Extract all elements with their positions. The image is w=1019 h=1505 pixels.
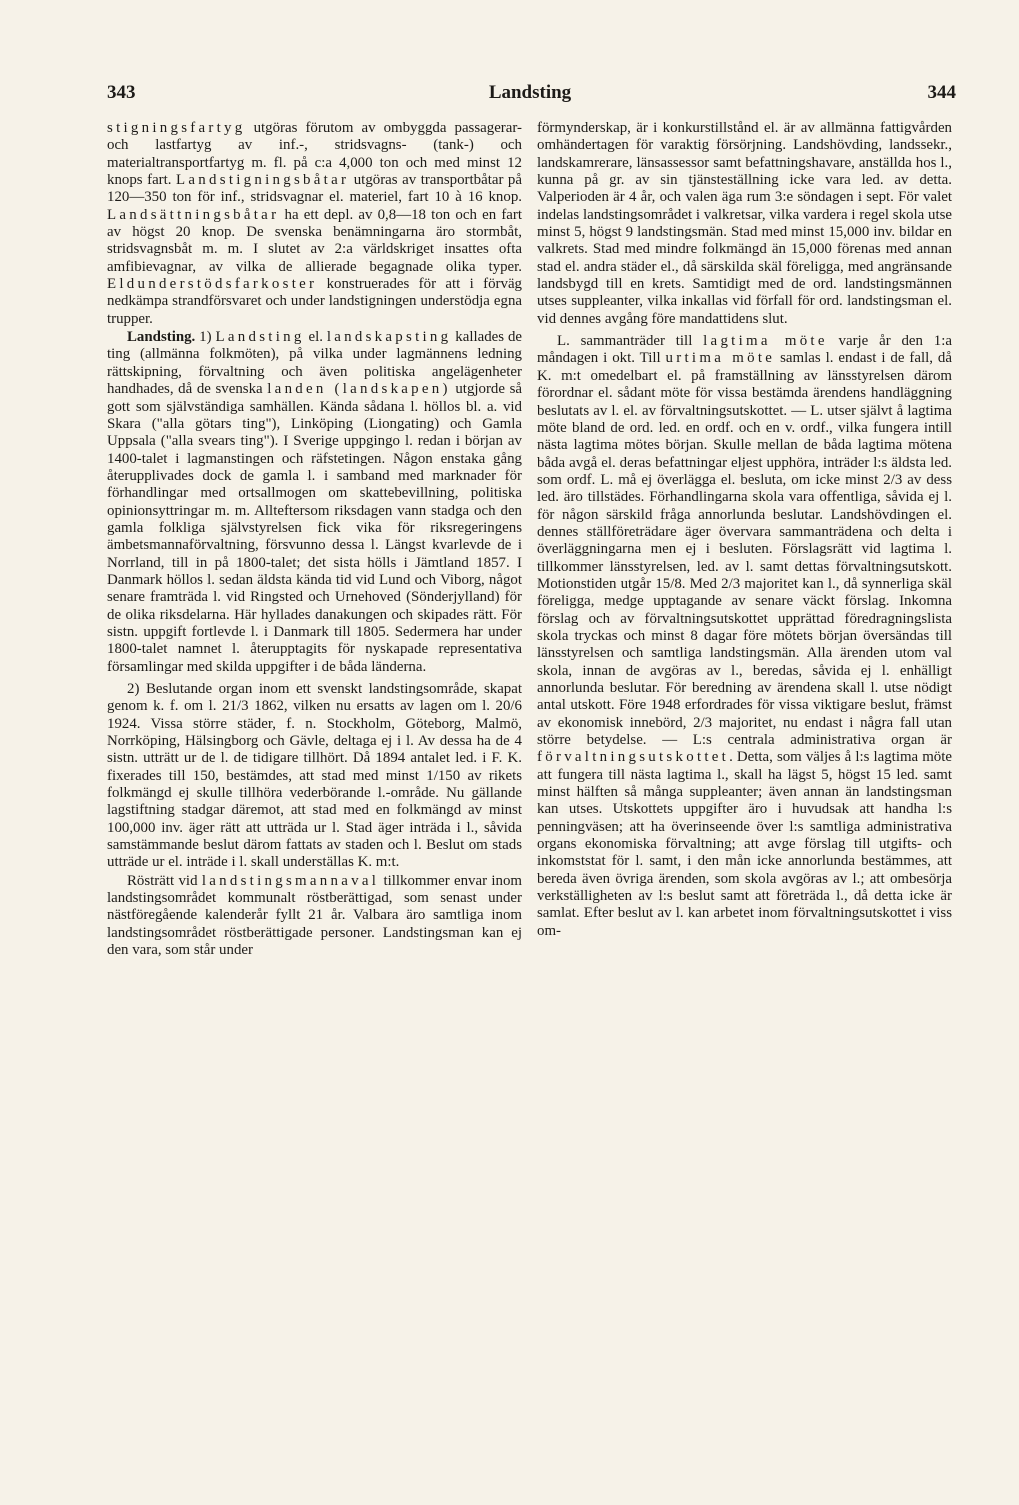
- paragraph-text: ha ett depl. av 0,8—18 ton och en fart av högst 20 knop. De svenska benämningarna äro stormbåt, stridsvagnsbåt m. m. I slutet av 2:a världskriget insattes ofta amfibievagnar, av vilka de allierade begagnade olika typer.: [107, 206, 522, 275]
- paragraph-rostratt: [107, 873, 522, 960]
- spaced-term: Landsting: [215, 329, 305, 346]
- spaced-term: förvaltningsutskottet: [537, 749, 730, 766]
- paragraph-text: el.: [304, 329, 327, 346]
- paragraph-text: utgjorde så gott som självständiga samhällen. Kända sådana l. höllos bl. a. vid Skara ("alla götars ting"), Linköping (Liongating) och Gamla Uppsala ("alla svears ting"). I Sverige uppgingo l. redan i början av 1400-talet i lagmanstingen och räfstetingen. Någon enstaka gång återupplivades dock de gamla l. i samband med marknader för förhandlingar med ortsallmogen om skattebevillning, politiska opinionsyttringar m. m. Allteftersom riksdagen vann stadga och den gamla folkliga självstyrelsen fick vika för riksregeringens ämbetsmannaförvaltning, försvunno dessa l. Längst kvarlevde de i Norrland, till in på 1800-talet; det sista hölls i Jämtland 1857. I Danmark höllos l. sedan äldsta kända tid vid Lund och Viborg, något senare framträda l. vid Ringsted och Urnehoved (Sönderjylland) för de olika riksdelarna. Här hyllades danakungen och skipades rätt. För sistn. uppgift fortlevde l. i Danmark till 1805. Sedermera har under 1800-talet namnet l. återupptagits för nyskapade representativa församlingar med skilda uppgifter i de båda länderna.: [107, 381, 522, 675]
- spaced-term: Landsättningsbåtar: [107, 206, 280, 223]
- paragraph-text: varje år den 1:a måndagen i okt. Till: [537, 333, 952, 367]
- spaced-term: landstingsmannaval: [201, 872, 380, 889]
- paragraph-beslutande-organ: 2) Beslutande organ inom ett svenskt landstingsområde, skapat genom k. f. om l. 21/3 1862, vilken nu ersatts av lagen om l. 20/6 1924. Vissa större städer, f. n. Stockholm, Göteborg, Malmö, Norrköping, Hälsingborg och Gävle, deltaga ej i l. Av dessa ha de 4 sistn. utträtt ur de l. de tidigare tillhört. Då 1894 antalet led. i F. K. fixerades till 150, bestämdes, att stad med minst 1/150 av rikets folkmängd ej skulle tillhöra vederbörande l.-område. Nu gällande lagstiftning stadgar däremot, att stad med en folkmängd av minst 100,000 inv. äger rätt att utträda ur l. Stad äger inträda i l., såvida samstämmande beslut därom fattats av staden och l. Beslut om stads utträde ur el. inträde i l. skall underställas K. m:t.: [107, 681, 522, 871]
- right-column: [537, 120, 952, 940]
- paragraph-text: 1): [195, 329, 216, 346]
- paragraph-landstigningsfartyg: [107, 120, 522, 328]
- paragraph-text: Rösträtt vid: [127, 872, 202, 889]
- paragraph-text: tillkommer envar inom landstingsområdet kommunalt röstberättigad, som senast under nästföregående kalenderår fyllt 21 år. Valbara äro samtliga inom landstingsområdet röstberättigade personer. Landstingsman kan ej den vara, som står under: [107, 872, 522, 959]
- paragraph-text: L. sammanträder till: [557, 333, 704, 350]
- entry-landsting: [107, 329, 522, 676]
- left-column: [107, 120, 522, 960]
- spaced-term: landskapsting: [326, 329, 452, 346]
- spaced-term: stigningsfartyg: [107, 120, 246, 136]
- running-title: Landsting: [488, 82, 572, 103]
- paragraph-text: samlas l. endast i de fall, då K. m:t omedelbart el. på framställning av länsstyrelsen därom förordnar el. sådant möte för vissa bestämda ärendens handläggning beslutats av l. el. av förvaltningsutskottet. — L. utser självt å lagtima möte bland de ord. led. en ordf. och en v. ordf., vilka fungera intill nästa lagtima mötes början. Skulle mellan de båda lagtima mötena båda avgå el. deras befattningar eljest upphöra, inträder l:s äldsta led. som ordf. L. må ej överlägga el. besluta, om icke minst 2/3 av dess led. äro tillstädes. Förhandlingarna skola vara offentliga, såvida ej l. för någon särskild fråga annorlunda beslutar. Landshövdingen el. dennes ställföreträdare äger övervara sammanträdena och delta i överläggningarna men ej i besluten. Förslagsrätt vid lagtima l. tillkommer länsstyrelsen, led. av l. samt dettas förvaltningsutskott. Motionstiden utgår 15/8. Med 2/3 majoritet kan l., då synnerliga skäl föreligga, medge upptagande av senare väckt förslag. Inkomna förslag och av förvaltningsutskottet upprättad föredragningslista skola tryckas och minst 8 dagar före mötets början översändas till länsstyrelsen och samtliga landstingsmän. Alla ärenden utom val skola, innan de avgöras av l., beredas, såvida ej l. enhälligt annorlunda beslutar. För beredning av ärendena skall l. utse nödigt antal utskott. Före 1948 erfordrades för vissa viktigare beslut, främst av ekonomisk innebörd, 2/3 majoritet, nu endast i några fall utan större betydelse. — L:s centrala administrativa organ är: [537, 350, 952, 749]
- spaced-term: landen (landskapen): [267, 381, 451, 398]
- page-number-left: 343: [107, 82, 136, 103]
- paragraph-valbarhet: förmynderskap, är i konkurstillstånd el. är av allmänna fattigvården omhändertagen för varaktig försörjning. Landshövding, landssekr., landskamrerare, länsassessor samt befattningshavare, anställda hos l., kunna på gr. av sin tjänsteställning icke vara led. av detta. Valperioden är 4 år, och valen äga rum 3:e söndagen i sept. För valet indelas landstingsområdet i valkretsar, vilka vardera i regel skola utse minst 5, högst 9 landstingsmän. Stad med minst 15,000 inv. bildar en valkrets. Stad med mindre folkmängd än 15,000 förenas med annan stad el. andra städer el., då särskilda skäl föreligga, med angränsande landsbygd till en krets. Samtidigt med de ord. landstingsmännen utses suppleanter, vilka inkallas vid förfall för ord. landstingsman el. vid dennes avgång före mandattidens slut.: [537, 120, 952, 327]
- spaced-term: urtima möte: [665, 350, 776, 367]
- spaced-term: Landstigningsbåtar: [176, 172, 350, 189]
- paragraph-text: kallades de ting (allmänna folkmöten), på vilka under lagmännens ledning rättskipning, förvaltning och även politiska angelägenheter handhades, då de svenska: [107, 329, 523, 398]
- page-number-right: 344: [927, 82, 956, 103]
- page-header: [100, 82, 960, 112]
- entry-headword: Landsting.: [127, 329, 196, 346]
- paragraph-sammantrade: [537, 333, 952, 940]
- spaced-term: lagtima möte: [703, 333, 828, 350]
- paragraph-text: konstruerades för att i förväg nedkämpa strandförsvaret och under landstigningen understödja egna trupper.: [107, 276, 522, 327]
- spaced-term: Eldunderstödsfarkoster: [107, 276, 318, 293]
- paragraph-text: . Detta, som väljes å l:s lagtima möte att fungera till nästa lagtima l., skall ha lägst 5, högst 15 led. samt minst hälften så många suppleanter; även annan än landstingsman kan utses. Utskottets uppgifter äro i huvudsak att handha l:s penningväsen; att ha överinseende över l:s samtliga administrativa organs ekonomiska förvaltning; att avge förslag till utgifts- och inkomststat för l. samt, i den mån icke annorlunda bestämmes, att bereda även övriga ärenden, som skola avgöras av l.; att ombesörja verkställigheten av l:s beslut samt att företräda l., då detta icke är samlat. Efter beslut av l. kan arbetet inom förvaltningsutskottet i viss om-: [537, 749, 952, 939]
- paragraph-text: utgöras förutom av ombyggda passagerar- och lastfartyg av inf.-, stridsvagns- (tank-) och materialtransportfartyg m. fl. på c:a 4,000 ton och med minst 12 knops fart.: [107, 120, 522, 189]
- paragraph-text: utgöras av transportbåtar på 120—350 ton för inf., stridsvagnar el. materiel, fart 10 à 16 knop.: [107, 172, 522, 206]
